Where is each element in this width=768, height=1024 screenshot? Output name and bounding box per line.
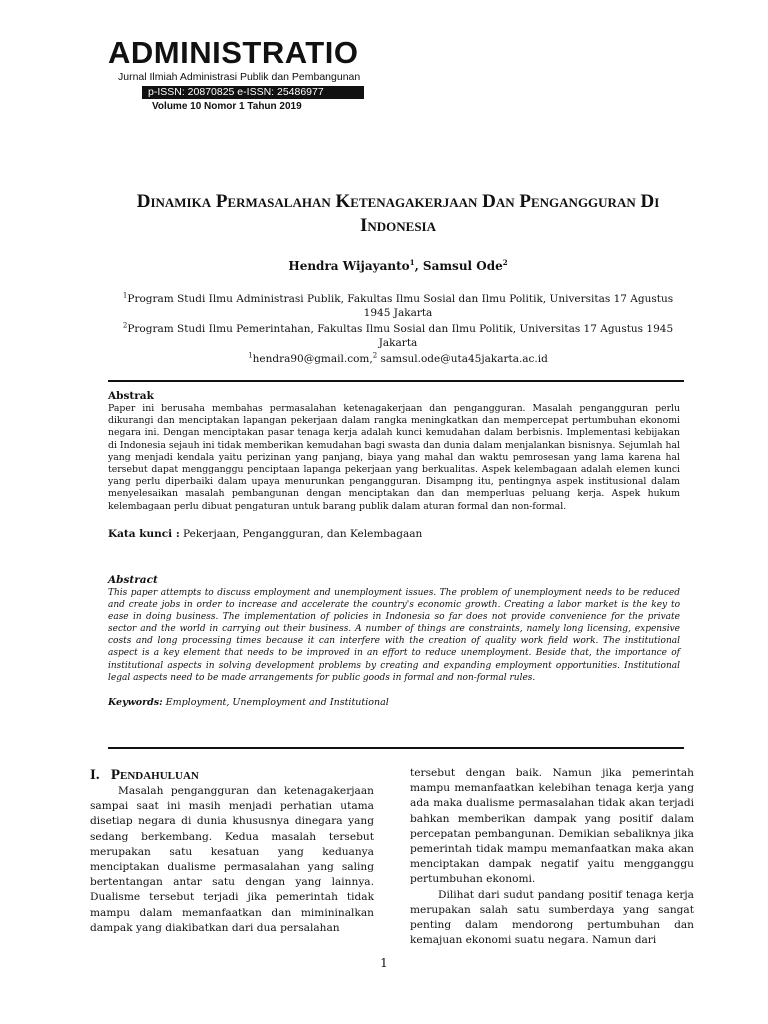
volume-info: Volume 10 Nomor 1 Tahun 2019: [152, 101, 302, 112]
abstrak-body: Paper ini berusaha membahas permasalahan ketenagakerjaan dan pengangguran. Masalah pengangguran perlu dikurangi dan menciptakan lapangan pekerjaan dalam rangka meningkatkan dan mempercepat pertumbuhan ekonomi negara ini. Dengan menciptakan pasar tenaga kerja adalah kunci kemudahan dalam berbisnis. Implementasi kebijakan di Indonesia sejauh ini tidak memberikan kemudahan bagi swasta dan dunia dalam menjalankan bisnisnya. Sejumlah hal yang menjadi kendala yaitu perizinan yang panjang, biaya yang mahal dan waktu pemrosesan yang lama karena hal tersebut dapat mengganggu penciptaan lapanga pekerjaan yang berkualitas. Aspek kelembagaan adalah elemen kunci yang perlu diperbaiki dalam upaya menurunkan pengangguran. Disampng itu, pentingnya aspek institusional dalam menyelesaikan masalah pembangunan dengan menciptakan dan dan memperluas peluang kerja. Aspek hukum kelembagaan perlu dibuat pengaturan untuk barang publik dalam aturan formal dan non-formal.: [108, 403, 680, 512]
abstract-heading: Abstract: [108, 574, 158, 586]
journal-subtitle: Jurnal Ilmiah Administrasi Publik dan Pembangunan: [118, 71, 361, 83]
divider: [108, 380, 684, 382]
divider: [108, 747, 684, 749]
affiliation-1: $^1$Program Studi Ilmu Administrasi Publik, Fakultas Ilmu Sosial dan Ilmu Politik, Universitas 17 Agustus 1945 Jakarta: [122, 291, 674, 319]
kata-kunci: Kata kunci : Pekerjaan, Pengangguran, dan Kelembagaan: [108, 527, 423, 540]
paragraph: Masalah pengangguran dan ketenagakerjaan sampai saat ini masih menjadi perhatian utama disetiap negara di dunia khususnya dinegara yang sedang berkembang. Kedua masalah tersebut merupakan satu kesatuan yang keduanya menciptakan dualisme permasalahan yang saling bertentangan antar satu dengan yang lainnya. Dualisme tersebut terjadi jika pemerintah tidak mampu dalam memanfaatkan dan mimininalkan dampak yang diakibatkan dari dua persalahan: [90, 785, 374, 934]
abstrak-section: [108, 390, 680, 541]
author-sup: 2: [502, 258, 508, 267]
page-number: 1: [380, 956, 388, 970]
article-title: Dinamika Permasalahan Ketenagakerjaan Dan Pengangguran Di Indonesia: [136, 191, 660, 236]
journal-masthead: [108, 36, 368, 113]
email-link[interactable]: samsul.ode@uta45jakarta.ac.id: [377, 353, 548, 365]
author-name: Hendra Wijayanto: [288, 259, 410, 273]
author-emails: $^1$hendra90@gmail.com,$^2$ samsul.ode@uta45jakarta.ac.id: [248, 351, 548, 365]
abstract-body: This paper attempts to discuss employment and unemployment issues. The problem of unemployment needs to be reduced and create jobs in order to increase and accelerate the country's economic growth. Creating a labor market is the key to ease in doing business. The implementation of policies in Indonesia so far does not provide convenience for the private sector and the world in carrying out their business. A number of things are constraints, namely long licensing, expensive costs and long processing times because it can interfere with the creation of quality work field work. The institutional aspect is a key element that needs to be improved in an effort to reduce unemployment. Beside that, the importance of institutional aspects in solving development problems by creating and expanding employment opportunities. Institutional legal aspects need to be made arrangements for public goods in formal and non-formal rules.: [108, 588, 680, 683]
email-link[interactable]: hendra90@gmail.com,: [252, 353, 373, 365]
author-list: Hendra Wijayanto$^1$, Samsul Ode$^2$: [288, 258, 508, 273]
left-column: [90, 766, 374, 936]
abstrak-heading: Abstrak: [108, 390, 154, 402]
paragraph: Dilihat dari sudut pandang positif tenaga kerja merupakan salah satu sumberdaya yang sangat penting dalam mendorong pertumbuhan dan kemajuan ekonomi suatu negara. Namun dari: [410, 888, 694, 947]
paragraph: tersebut dengan baik. Namun jika pemerintah mampu memanfaatkan kelebihan tenaga kerja yang ada maka dualisme permasalahan tidak akan terjadi bahkan memberikan dampak yang positif dalam percepatan pembangunan. Demikian sebaliknya jika pemerintah tidak mampu memanfaatkan maka akan menciptakan dampak negatif yaitu mengganggu pertumbuhan ekonomi.: [410, 767, 694, 886]
abstract-section: [108, 574, 680, 710]
section-heading: I. Pendahuluan: [90, 767, 199, 783]
affiliation-2: $^2$Program Studi Ilmu Pemerintahan, Fakultas Ilmu Sosial dan Ilmu Politik, Universitas 17 Agustus 1945 Jakarta: [122, 321, 674, 349]
author-name: Samsul Ode: [422, 259, 503, 273]
author-sup: 1: [409, 258, 415, 267]
issn-bar: p-ISSN: 20870825 e-ISSN: 25486977: [142, 86, 364, 99]
keywords: Keywords: Employment, Unemployment and Institutional: [108, 696, 389, 708]
journal-title: ADMINISTRATIO: [108, 35, 359, 70]
right-column: [410, 766, 694, 948]
